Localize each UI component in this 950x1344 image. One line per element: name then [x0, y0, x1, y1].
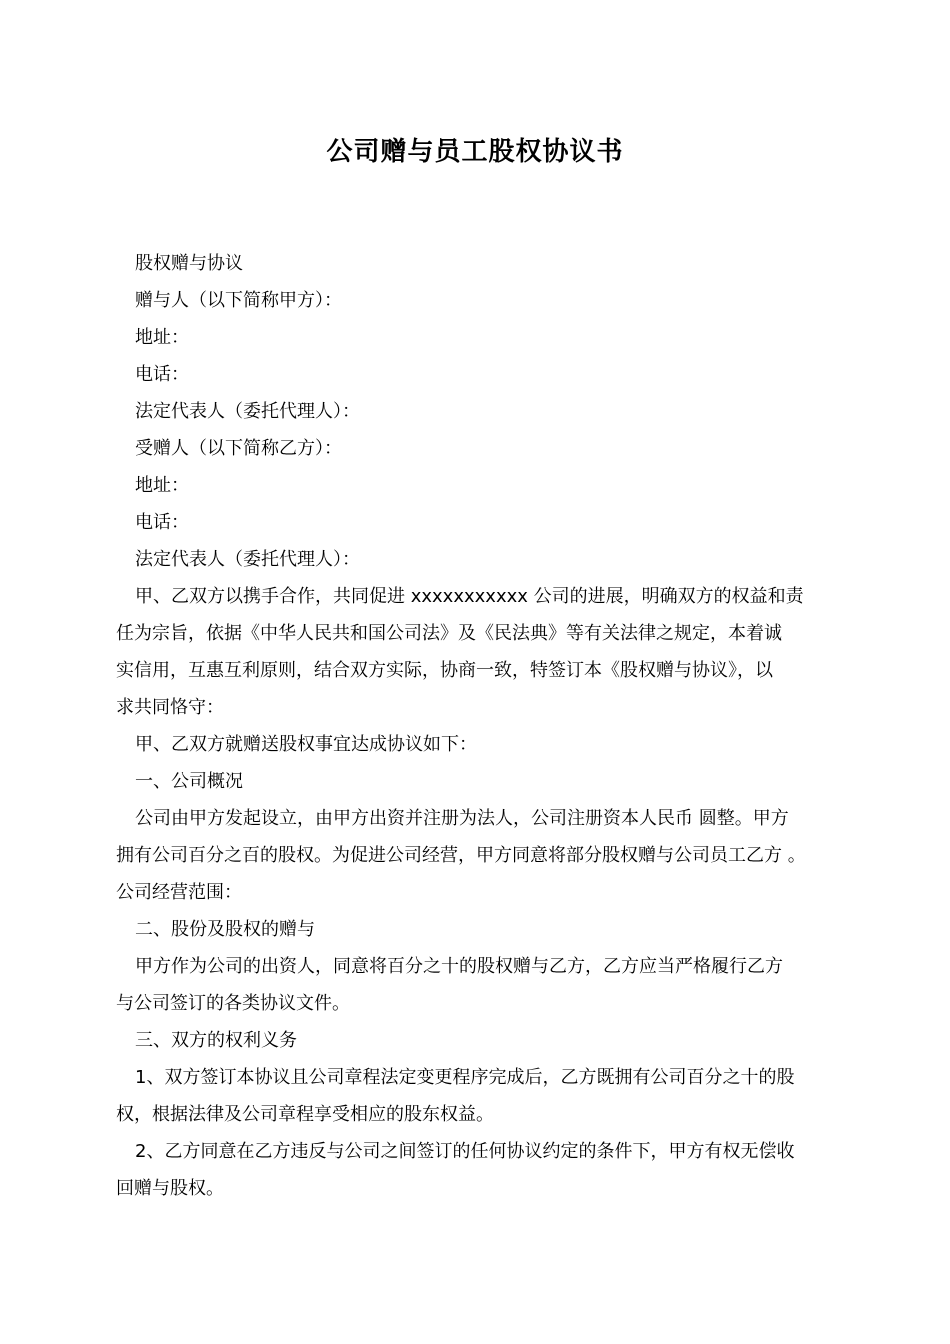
agreement-intro: 甲、乙双方就赠送股权事宜达成协议如下： [135, 734, 477, 755]
document-title: 公司赠与员工股权协议书 [326, 137, 624, 167]
section-1-line-3: 公司经营范围： [116, 882, 242, 903]
section-1-line-1: 公司由甲方发起设立，由甲方出资并注册为法人，公司注册资本人民币 圆整。甲方 [135, 808, 789, 829]
section-2-line-2: 与公司签订的各类协议文件。 [116, 993, 350, 1014]
donor-representative-label: 法定代表人（委托代理人）： [135, 401, 360, 422]
section-3-item-1-line-2: 权，根据法律及公司章程享受相应的股东权益。 [116, 1104, 494, 1125]
agreement-subtitle: 股权赠与协议 [135, 253, 243, 274]
section-3-item-2-line-1: 2、乙方同意在乙方违反与公司之间签订的任何协议约定的条件下，甲方有权无偿收 [135, 1141, 795, 1162]
preamble-line-3: 实信用，互惠互利原则，结合双方实际，协商一致，特签订本《股权赠与协议》，以 [116, 660, 773, 681]
section-2-heading: 二、股份及股权的赠与 [135, 919, 315, 940]
section-3-item-1-line-1: 1、双方签订本协议且公司章程法定变更程序完成后，乙方既拥有公司百分之十的股 [135, 1067, 795, 1088]
section-1-line-2: 拥有公司百分之百的股权。为促进公司经营，甲方同意将部分股权赠与公司员工乙方 。 [116, 845, 806, 866]
preamble-line-1: 甲、乙双方以携手合作，共同促进 xxxxxxxxxxx 公司的进展，明确双方的权益和责 [135, 586, 804, 607]
donor-label: 赠与人（以下简称甲方）： [135, 290, 342, 311]
donor-phone-label: 电话： [135, 364, 189, 385]
donee-address-label: 地址： [135, 475, 189, 496]
donee-representative-label: 法定代表人（委托代理人）： [135, 549, 360, 570]
preamble-line-4: 求共同恪守： [116, 697, 224, 718]
section-2-line-1: 甲方作为公司的出资人，同意将百分之十的股权赠与乙方，乙方应当严格履行乙方 [135, 956, 783, 977]
donee-label: 受赠人（以下简称乙方）： [135, 438, 342, 459]
document-body [116, 245, 836, 1207]
donor-address-label: 地址： [135, 327, 189, 348]
section-3-heading: 三、双方的权利义务 [135, 1030, 297, 1051]
preamble-line-2: 任为宗旨，依据《中华人民共和国公司法》及《民法典》等有关法律之规定，本着诚 [116, 623, 782, 644]
section-3-item-2-line-2: 回赠与股权。 [116, 1178, 224, 1199]
donee-phone-label: 电话： [135, 512, 189, 533]
section-1-heading: 一、公司概况 [135, 771, 243, 792]
